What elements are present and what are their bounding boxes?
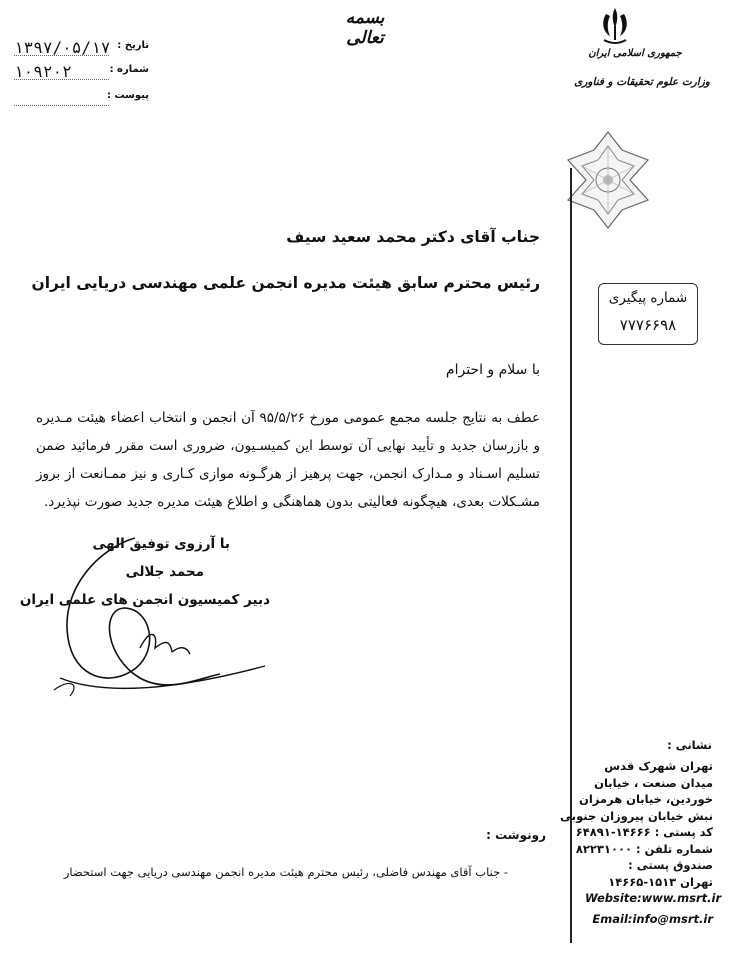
tracking-value: ۷۷۷۶۶۹۸ <box>619 316 677 334</box>
emblem <box>598 4 632 46</box>
number-field <box>14 62 149 82</box>
emblem-line-1: جمهوری اسلامی ایران <box>588 48 682 59</box>
date-label: تاریخ : <box>117 40 149 51</box>
signature-scribble <box>19 528 280 713</box>
po-box-value: تهران ۱۵۱۳-۱۴۶۶۵ <box>608 874 713 889</box>
address-line: خوردین، خیابان هرمزان <box>579 792 713 806</box>
attachment-field <box>14 88 149 108</box>
address-line: تهران شهرک قدس <box>604 759 713 773</box>
date-value: ۱۳۹۷/۰۵/۱۷ <box>14 38 111 57</box>
email-link[interactable]: Email:info@msrt.ir <box>592 911 713 926</box>
cc-line: - جناب آقای مهندس فاضلی، رئیس محترم هیئت مدیره انجمن مهندسی دریایی جهت استحضار <box>63 865 508 879</box>
addressee-title: رئیس محترم سابق هیئت مدیره انجمن علمی مهندسی دریایی ایران <box>31 274 540 292</box>
address-title: نشانی : <box>667 738 712 752</box>
date-dotted-line <box>14 55 109 56</box>
tracking-box <box>598 283 698 345</box>
handwritten-signature <box>19 528 280 713</box>
signature-name: محمد جلالی <box>125 564 204 580</box>
right-vertical-rule <box>570 168 572 943</box>
address-block <box>560 758 722 927</box>
number-dotted-line <box>14 79 109 80</box>
tracking-label: شماره پیگیری <box>608 290 688 306</box>
islamic-ornament-icon <box>564 130 652 230</box>
number-value: ۱۰۹۲۰۲ <box>14 62 72 81</box>
ornament <box>564 130 652 230</box>
signature-position: دبیر کمیسیون انجمن های علمی ایران <box>19 592 270 608</box>
address-line: میدان صنعت ، خیابان <box>594 775 713 790</box>
website-link[interactable]: Website:www.msrt.ir <box>585 891 722 905</box>
emblem-line-2: وزارت علوم تحقیقات و فناوری <box>574 76 710 88</box>
signature-closing: با آرزوی توفیق الهی <box>92 536 230 552</box>
address-line: نبش خیابان پیروزان جنوبی <box>560 808 713 823</box>
po-box-label: صندوق پستی : <box>628 858 713 872</box>
basmala: بسمه تعالی <box>345 8 385 48</box>
date-field <box>14 38 149 58</box>
attachment-dotted-line <box>14 105 109 106</box>
iran-emblem-icon <box>598 4 632 46</box>
postal-code: کد پستی : ۱۴۶۶۶-۶۴۸۹۱ <box>575 825 713 839</box>
letter-body: عطف به نتایج جلسه مجمع عمومی مورخ ۹۵/۵/۲۶ آن انجمن و انتخاب اعضاء هیئت مـدیره و بازرسان جدید و تأیید نهایی آن توسط این کمیسـیون، ضروری است مقرر فرمائید ضمن تسلیم اسـناد و مـدارک انجمن، جهت پرهیز از هرگـونه موازی کـاری و نیز ممـانعت از بروز مشـکلات بعدی، هیچگونه فعالیتی بدون هماهنگی و اطلاع هیئت مدیره جدید صورت نپذیرد. <box>36 410 540 510</box>
cc-label: رونوشت : <box>486 828 546 842</box>
attachment-label: پیوست : <box>106 90 149 101</box>
addressee: جناب آقای دکتر محمد سعید سیف <box>286 228 540 246</box>
phone-number: شماره تلفن : ۸۲۲۳۱۰۰۰ <box>575 841 713 856</box>
greeting: با سلام و احترام <box>445 362 540 378</box>
number-label: شماره : <box>109 64 149 75</box>
